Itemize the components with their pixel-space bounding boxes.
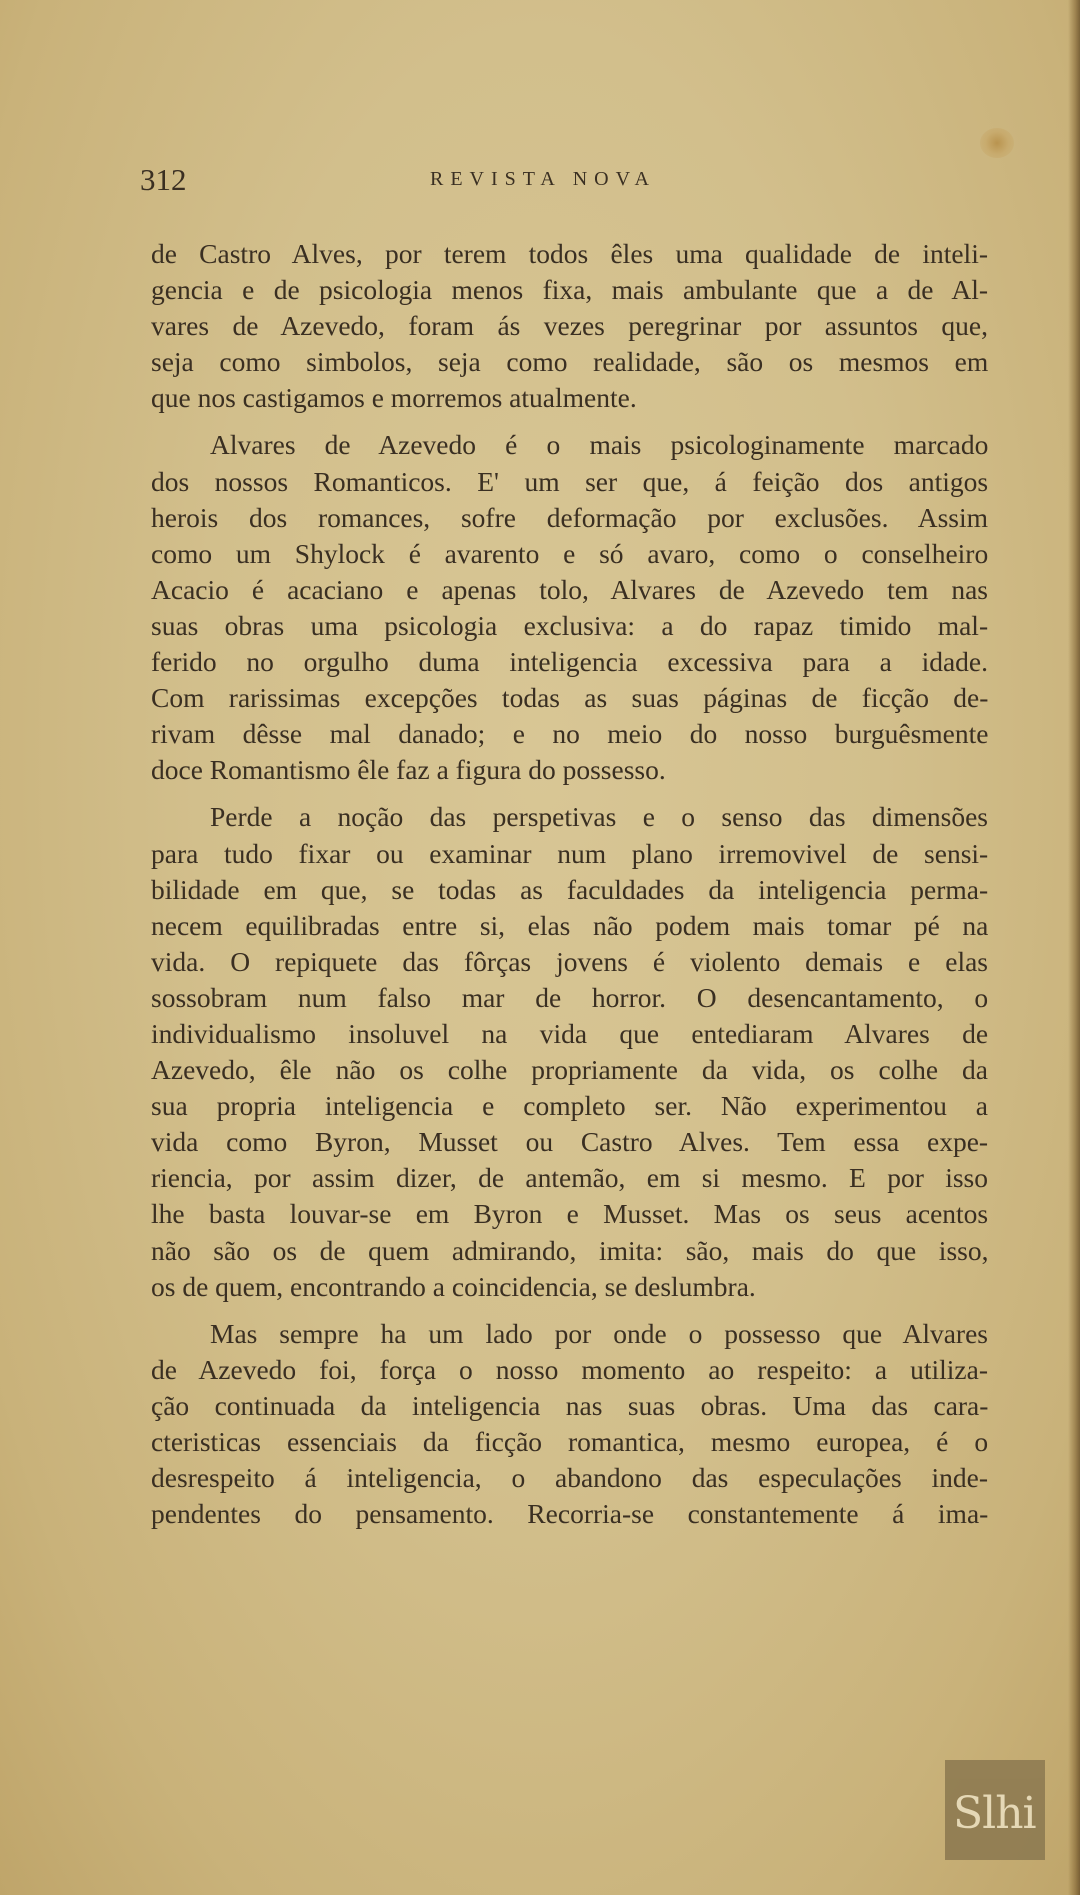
text-line: Mas sempre ha um lado por onde o possesso que Alvares [210, 1317, 988, 1349]
text-line: cteristicas essenciais da ficção romantica, mesmo europea, é o [151, 1426, 989, 1457]
text-line: Com rarissimas excepções todas as suas páginas de ficção de- [151, 682, 989, 714]
text-line: não são os de quem admirando, imita: são, mais do que isso, [151, 1234, 989, 1266]
text-line: de Azevedo foi, força o nosso momento ao respeito: a utiliza- [151, 1353, 988, 1385]
text-line: Perde a noção das perspetivas e o senso das dimensões [210, 801, 988, 833]
text-line: herois dos romances, sofre deformação por exclusões. Assim [151, 501, 988, 533]
page-header [140, 162, 990, 202]
text-line: dos nossos Romanticos. E' um ser que, á feição dos antigos [151, 465, 989, 497]
text-line: seja como simbolos, seja como realidade, são os mesmos em [151, 346, 989, 378]
text-line: desrespeito á inteligencia, o abandono das especulações inde- [151, 1462, 988, 1494]
text-line: suas obras uma psicologia exclusiva: a do rapaz timido mal- [151, 609, 989, 641]
body-text [151, 236, 988, 1543]
text-line: riencia, por assim dizer, de antemão, em si mesmo. E por isso [151, 1162, 988, 1194]
text-line: de Castro Alves, por terem todos êles uma qualidade de inteli- [151, 238, 988, 269]
text-line: lhe basta louvar-se em Byron e Musset. Mas os seus acentos [151, 1198, 989, 1230]
library-watermark-logo [945, 1760, 1045, 1860]
text-line: pendentes do pensamento. Recorria-se constantemente á ima- [151, 1498, 989, 1530]
paragraph [151, 236, 988, 416]
text-line: Alvares de Azevedo é o mais psicologinamente marcado [210, 429, 989, 461]
paragraph [151, 1316, 988, 1533]
text-line: rivam dêsse mal danado; e no meio do nosso burguêsmente [151, 718, 989, 750]
text-line: bilidade em que, se todas as faculdades da inteligencia perma- [151, 873, 989, 905]
page-number: 312 [140, 162, 187, 197]
text-line: doce Romantismo êle faz a figura do possesso. [151, 754, 666, 786]
text-line: Azevedo, êle não os colhe propriamente da vida, os colhe da [151, 1054, 988, 1086]
text-line: vares de Azevedo, foram ás vezes peregrinar por assuntos que, [151, 310, 988, 342]
paragraph [151, 427, 988, 788]
text-line: gencia e de psicologia menos fixa, mais ambulante que a de Al- [151, 274, 988, 306]
text-line: que nos castigamos e morremos atualmente. [151, 382, 637, 414]
page-edge-shadow [1068, 0, 1080, 1895]
text-line: sua propria inteligencia e completo ser. Não experimentou a [151, 1090, 988, 1122]
text-line: como um Shylock é avarento e só avaro, como o conselheiro [151, 537, 989, 569]
text-line: individualismo insoluvel na vida que entediaram Alvares de [151, 1017, 989, 1049]
paper-stain [980, 128, 1014, 158]
text-line: vida como Byron, Musset ou Castro Alves. Tem essa expe- [151, 1126, 989, 1158]
watermark-text: Slhi [953, 1788, 1036, 1839]
text-line: necem equilibradas entre si, elas não podem mais tomar pé na [151, 909, 989, 941]
running-title: REVISTA NOVA [430, 168, 656, 190]
text-line: os de quem, encontrando a coincidencia, se deslumbra. [151, 1270, 756, 1302]
text-line: Acacio é acaciano e apenas tolo, Alvares de Azevedo tem nas [151, 573, 988, 605]
text-line: ferido no orgulho duma inteligencia excessiva para a idade. [151, 646, 988, 678]
paragraph [151, 799, 988, 1304]
text-line: vida. O repiquete das fôrças jovens é violento demais e elas [151, 945, 988, 977]
text-line: para tudo fixar ou examinar num plano irremovivel de sensi- [151, 837, 989, 869]
text-line: sossobram num falso mar de horror. O desencantamento, o [151, 981, 989, 1013]
text-line: ção continuada da inteligencia nas suas obras. Uma das cara- [151, 1389, 989, 1421]
